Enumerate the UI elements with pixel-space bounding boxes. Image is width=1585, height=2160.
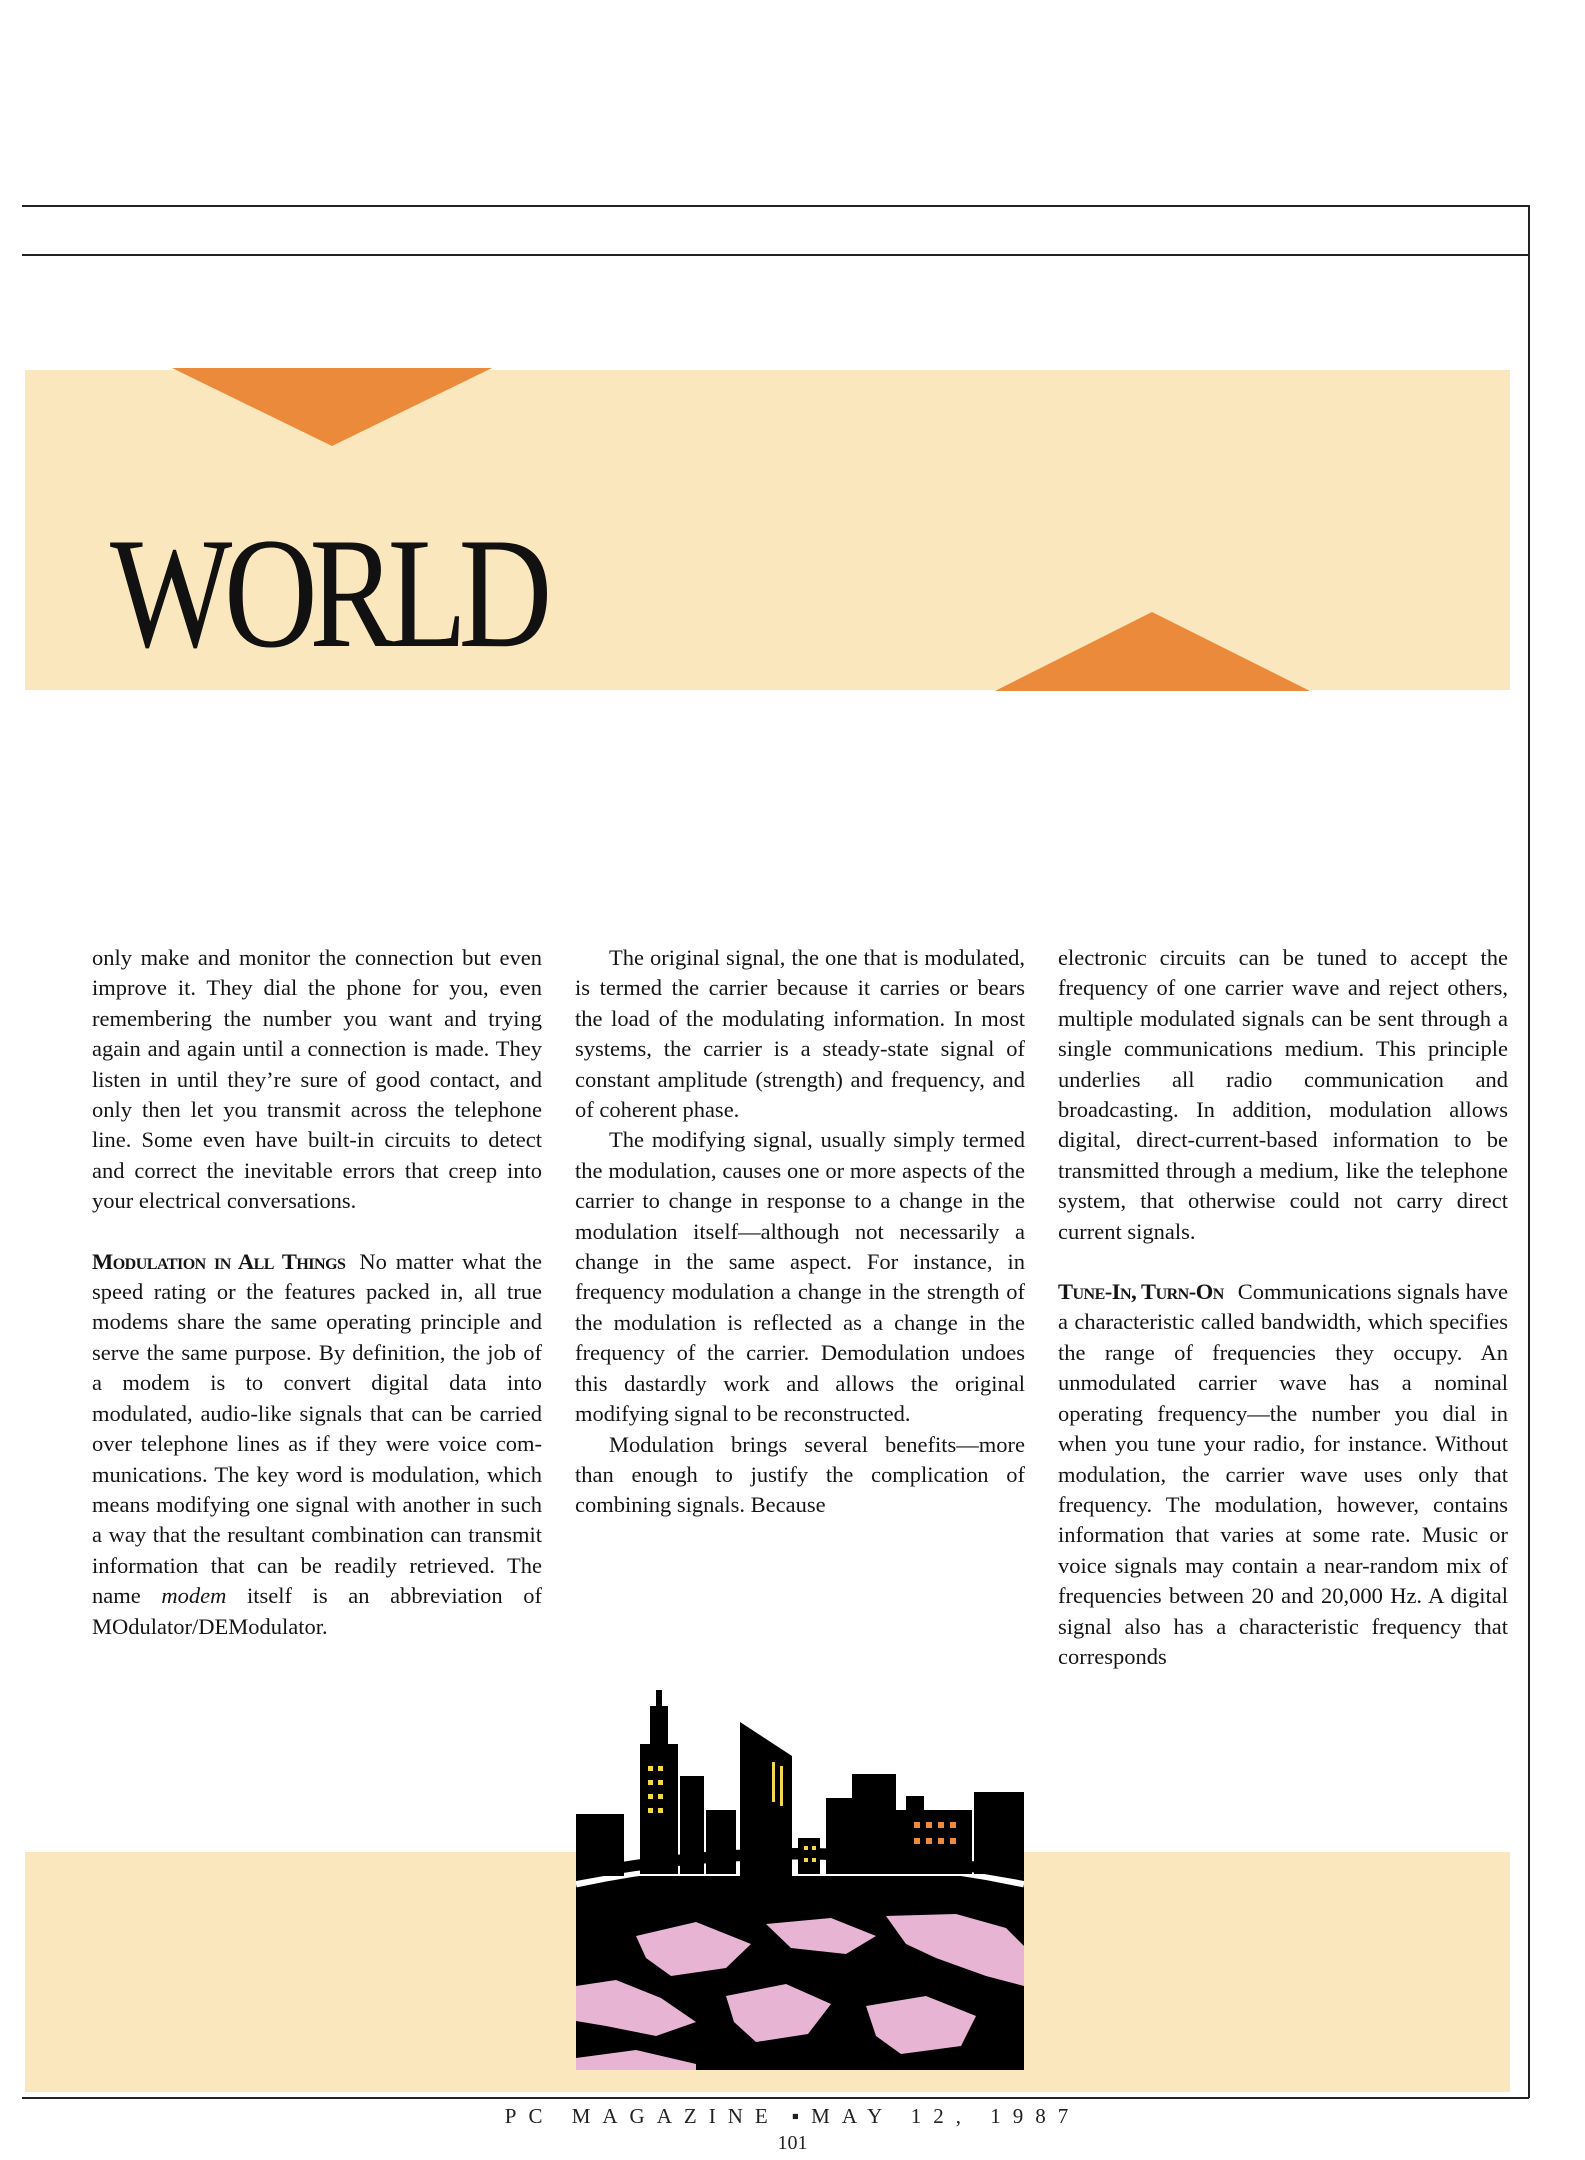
- issue-date: MAY 12, 1987: [811, 2104, 1081, 2128]
- city-skyline-illustration: [576, 1686, 1024, 2070]
- column-1: [92, 943, 542, 1642]
- top-rule: [22, 205, 1529, 207]
- footer-publication-line: [0, 2104, 1585, 2129]
- paragraph-text: No matter what the speed rating or the features packed in, all true modems share the same operating principle and serve the same purpose. By definition, the job of a modem is to convert digital data into modulated, audio-like signals that can be carried over telephone lines as if they were voice communications. The key word is modulation, which means modifying one signal with another in such a way that the resultant combination can transmit information that can be readily retrieved. The name: [92, 1248, 542, 1609]
- paragraph-tail: itself is an abbreviation of MOdulator/DEModulator.: [92, 1583, 542, 1639]
- paragraph: The original signal, the one that is modulated, is termed the carrier because it carries or bears the load of the modulating information. In most systems, the carrier is a steady-state signal of constant amplitude (strength) and frequency, and of coherent phase.: [575, 945, 1025, 1123]
- orange-triangle-bottom: [995, 612, 1310, 691]
- paragraph-with-heading: [92, 1247, 542, 1642]
- orange-triangle-top: [172, 368, 492, 446]
- column-2: [575, 943, 1025, 1521]
- bottom-rule: [22, 2097, 1529, 2099]
- page-number: 101: [777, 2132, 808, 2154]
- headline: WORLD: [110, 506, 544, 681]
- second-rule: [22, 254, 1529, 256]
- paragraph: Modulation brings several benefits—more than enough to justify the complication of combining signals. Because: [575, 1431, 1025, 1518]
- section-heading: Modulation in All Things: [92, 1248, 346, 1274]
- paragraph: The modifying signal, usually simply termed the modulation, causes one or more aspects of the carrier to change in response to a change in the modulation itself—although not necessarily a change in the same aspect. For instance, in frequency modulation a change in the strength of the modulation is reflected as a change in the frequency of the carrier. Demodulation undoes this dastardly work and allows the original modifying signal to be reconstructed.: [575, 1127, 1025, 1427]
- separator-square-icon: ▪: [791, 2104, 800, 2128]
- paragraph: electronic circuits can be tuned to accept the frequency of one carrier wave and reject others, multiple modulated signals can be sent through a single communications medium. This principle underlies all radio communication and broadcasting. In addition, modulation allows digital, direct-current-based information to be transmitted through a medium, like the telephone system, that otherwise could not carry direct current signals.: [1058, 945, 1508, 1244]
- paragraph: only make and monitor the connection but even improve it. They dial the phone for you, even remembering the number you want and trying again and again until a connection is made. They listen in until they’re sure of good contact, and only then let you transmit across the telephone line. Some even have built-in circuits to detect and correct the inevitable errors that creep into your electrical conversations.: [92, 945, 542, 1214]
- section-heading: Tune-In, Turn-On: [1058, 1279, 1224, 1305]
- column-3: [1058, 943, 1508, 1672]
- paragraph-text: Communications signals have a characteristic called bandwidth, which specifies the range of frequencies they occupy. An unmodulated carrier wave has a nominal operating frequency—the number you dial in when you tune your radio, for instance. Without modulation, the carrier wave uses only that frequency. The modulation, however, contains information that varies at some rate. Music or voice signals may contain a near-random mix of frequencies between 20 and 20,000 Hz. A digital signal also has a characteristic frequency that corresponds: [1058, 1279, 1508, 1669]
- emphasis-text: modem: [161, 1583, 227, 1609]
- right-side-rule: [1528, 205, 1530, 2098]
- paragraph-with-heading: [1058, 1277, 1508, 1672]
- publication-name: PC MAGAZINE: [504, 2104, 780, 2128]
